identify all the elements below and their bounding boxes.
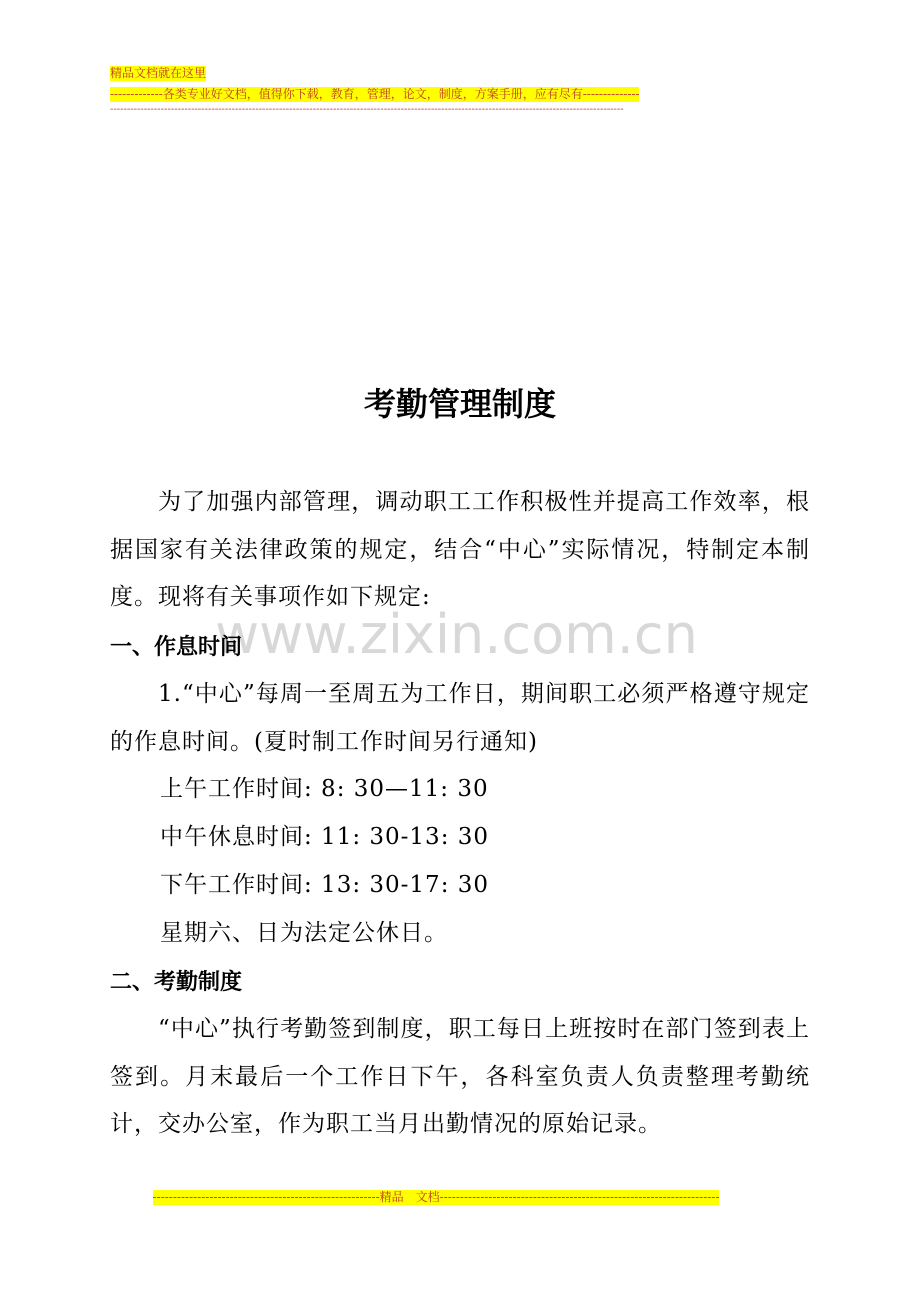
weekend-note: 星期六、日为法定公休日。 [160, 920, 448, 946]
section-heading-attendance: 二、考勤制度 [110, 970, 243, 995]
noon-break-hours: 中午休息时间: 11: 30-13: 30 [160, 824, 490, 850]
footer-banner [110, 1186, 762, 1205]
header-divider: -------------------------------------------------------------------------------------------------------------------------------------------------------- [110, 104, 624, 115]
header-banner-tagline: -------------各类专业好文档，值得你下载，教育，管理，论文，制度，方案手册，应有尽有-------------- [110, 87, 640, 101]
morning-hours: 上午工作时间: 8: 30—11: 30 [160, 776, 489, 802]
afternoon-hours: 下午工作时间: 13: 30-17: 30 [160, 872, 490, 898]
header-banner-title: 精品文档就在这里 [110, 66, 207, 80]
section-heading-work-hours: 一、作息时间 [110, 635, 243, 660]
work-days-paragraph: 1.“中心”每周一至周五为工作日，期间职工必须严格遵守规定的作息时间。(夏时制工作时间另行通知) [110, 681, 810, 755]
intro-paragraph: 为了加强内部管理，调动职工工作积极性并提高工作效率，根据国家有关法律政策的规定，结合“中心”实际情况，特制定本制度。现将有关事项作如下规定: [110, 489, 810, 610]
attendance-paragraph: “中心”执行考勤签到制度，职工每日上班按时在部门签到表上签到。月末最后一个工作日下午，各科室负责人负责整理考勤统计，交办公室，作为职工当月出勤情况的原始记录。 [110, 1016, 810, 1137]
document-title: 考勤管理制度 [363, 385, 556, 423]
footer-banner-text: --------------------------------------------------------精品 文档--------------------------------------------------------------------- [152, 1190, 720, 1204]
watermark: www.zixin.com.cn [215, 603, 698, 666]
